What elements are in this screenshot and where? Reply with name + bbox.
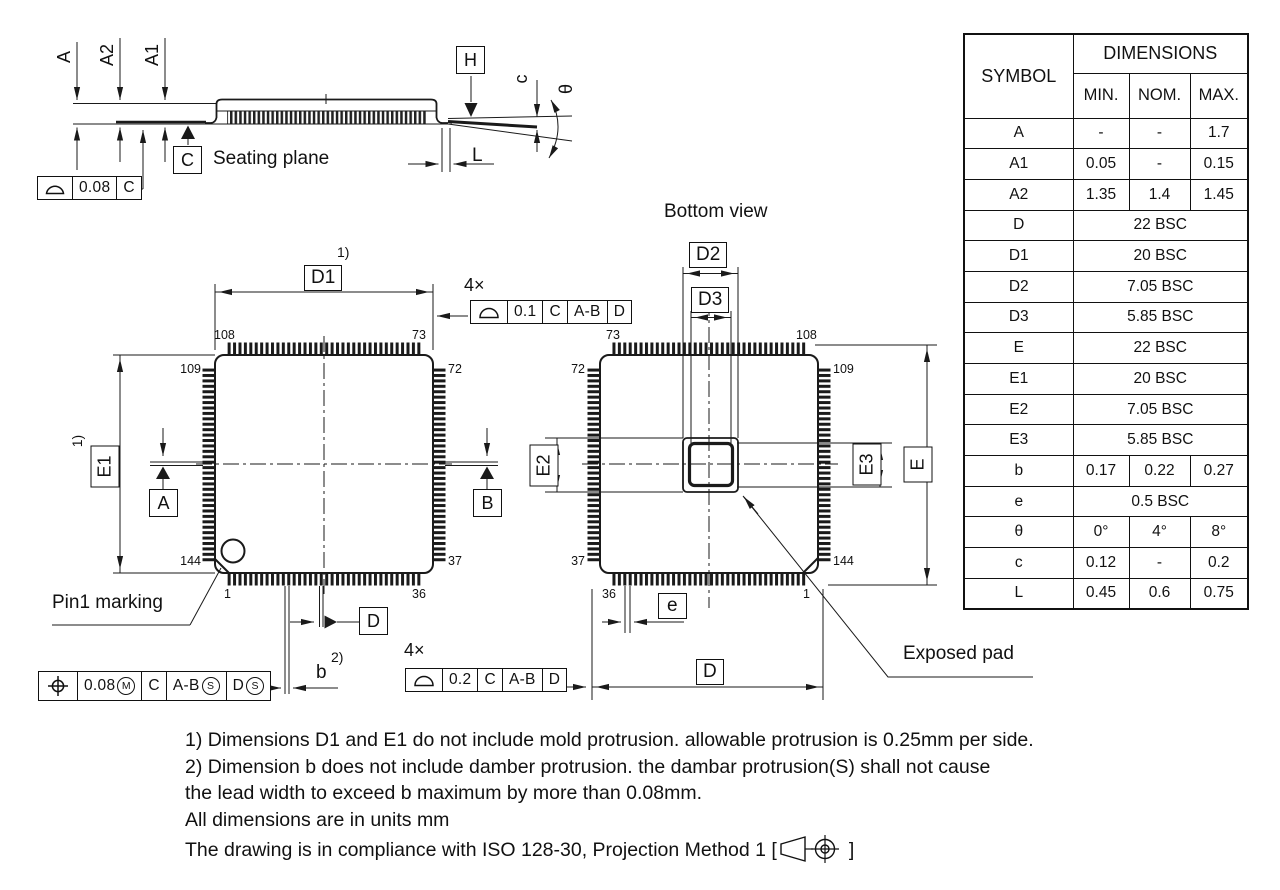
table-row (964, 394, 1248, 425)
dim-label-b: b (316, 662, 327, 683)
table-row (964, 578, 1248, 609)
datum-b-box: B (473, 489, 502, 517)
note-line-1: 1) Dimensions D1 and E1 do not include mold protrusion. allowable protrusion is 0.25mm per side. (185, 729, 1034, 751)
cell-span: 22 BSC (1073, 210, 1248, 241)
note-ref-d1: 1) (337, 244, 350, 260)
note-line-4: All dimensions are in units mm (185, 808, 450, 831)
pin-number: 37 (571, 554, 585, 568)
cell-symbol: D (964, 210, 1073, 241)
cell-max: 0.27 (1190, 456, 1248, 487)
pin-number: 37 (448, 554, 462, 568)
dim-box-e1: E1 (91, 446, 120, 488)
table-row (964, 548, 1248, 579)
cell-symbol: D1 (964, 241, 1073, 272)
fcf-tolerance: 0.2 (443, 669, 478, 691)
cell-max: 0.2 (1190, 548, 1248, 579)
profile-of-surface-icon (471, 301, 508, 323)
pin-number: 36 (412, 587, 426, 601)
cell-symbol: D2 (964, 271, 1073, 302)
fcf-datum-2-value: A-B (172, 677, 200, 694)
pin-number: 144 (833, 554, 854, 568)
table-row (964, 149, 1248, 180)
table-row (964, 302, 1248, 333)
cell-max: 0.15 (1190, 149, 1248, 180)
table-row (964, 241, 1248, 272)
table-row (964, 456, 1248, 487)
cell-span: 22 BSC (1073, 333, 1248, 364)
profile-of-surface-icon (38, 177, 73, 199)
fcf-datum-1: C (142, 672, 167, 700)
cell-nom: - (1129, 548, 1190, 579)
fcf-datum-2: A-B (503, 669, 543, 691)
fcf-datum-3: D (613, 303, 626, 320)
cell-symbol: c (964, 548, 1073, 579)
table-header-max: MAX. (1190, 73, 1248, 118)
top-view-linework (52, 284, 498, 694)
fcf-tolerance-value: 0.08 (84, 677, 116, 694)
cell-min: - (1073, 118, 1129, 149)
cell-symbol: E (964, 333, 1073, 364)
dim-box-d: D (696, 659, 724, 685)
cell-symbol: A1 (964, 149, 1073, 180)
cell-span: 0.5 BSC (1073, 486, 1248, 517)
note-line-5 (185, 833, 1034, 865)
cell-max: 0.75 (1190, 578, 1248, 609)
dim-box-e: E (904, 447, 933, 483)
dim-box-d2: D2 (689, 242, 727, 268)
cell-span: 20 BSC (1073, 364, 1248, 395)
fcf-datum-3-value: D (232, 677, 245, 694)
fcf-profile-top (470, 300, 632, 324)
table-row (964, 425, 1248, 456)
table-header-dimensions: DIMENSIONS (1073, 34, 1248, 73)
dim-box-e3: E3 (853, 444, 882, 486)
note-ref-e1: 1) (69, 434, 85, 448)
table-row (964, 210, 1248, 241)
position-icon (39, 672, 78, 700)
cell-nom: 0.6 (1129, 578, 1190, 609)
pin-number: 73 (412, 328, 426, 342)
pin-number: 108 (796, 328, 817, 342)
dimensions-table (963, 33, 1249, 610)
projection-method-icon (777, 839, 849, 861)
pin-number: 109 (833, 362, 854, 376)
pin-number: 36 (602, 587, 616, 601)
cell-symbol: E1 (964, 364, 1073, 395)
drawing-notes (185, 727, 1034, 865)
datum-d-box: D (359, 607, 388, 635)
cell-span: 5.85 BSC (1073, 302, 1248, 333)
cell-symbol: L (964, 578, 1073, 609)
cell-max: 1.7 (1190, 118, 1248, 149)
fcf-tolerance: 0.08 (73, 177, 117, 199)
pin-number: 1 (224, 587, 231, 601)
dim-box-e2: E2 (530, 445, 559, 487)
table-row (964, 179, 1248, 210)
fcf-datum-2 (167, 672, 227, 700)
fcf-datum-1: C (543, 301, 568, 323)
cell-symbol: E2 (964, 394, 1073, 425)
cell-symbol: b (964, 456, 1073, 487)
table-row (964, 364, 1248, 395)
note-line-2: 2) Dimension b does not include damber protrusion. the dambar protrusion(S) shall not cause (185, 755, 991, 778)
cell-symbol: A (964, 118, 1073, 149)
table-row (964, 486, 1248, 517)
dim-label-a2: A2 (96, 43, 117, 67)
fcf-datum-3 (227, 672, 271, 700)
cell-max: 1.45 (1190, 179, 1248, 210)
note-line-5-text: The drawing is in compliance with ISO 128-30, Projection Method 1 [ (185, 839, 777, 861)
modifier-m-icon: M (117, 677, 135, 695)
exposed-pad-label: Exposed pad (903, 643, 1014, 664)
cell-nom: - (1129, 149, 1190, 180)
table-row (964, 517, 1248, 548)
cell-nom: 0.22 (1129, 456, 1190, 487)
dim-label-a1: A1 (141, 43, 162, 67)
dim-label-theta: θ (555, 84, 576, 95)
pin-number: 72 (571, 362, 585, 376)
note-line-5-close: ] (848, 839, 855, 861)
table-row (964, 118, 1248, 149)
cell-symbol: D3 (964, 302, 1073, 333)
dim-box-pitch: e (658, 593, 687, 619)
fcf-tolerance: 0.1 (508, 301, 543, 323)
table-row (964, 333, 1248, 364)
dim-label-c: c (510, 74, 531, 84)
cell-min: 1.35 (1073, 179, 1129, 210)
cell-symbol: A2 (964, 179, 1073, 210)
fcf-count-top: 4× (464, 275, 485, 295)
fcf-datum-3: D (548, 671, 561, 688)
fcf-datum-2: A-B (568, 301, 608, 323)
datum-h-box: H (456, 46, 485, 74)
table-header-min: MIN. (1073, 73, 1129, 118)
cell-min: 0.45 (1073, 578, 1129, 609)
fcf-datum-1: C (478, 669, 503, 691)
fcf-profile-bottom (405, 668, 567, 692)
dim-box-d1: D1 (304, 265, 342, 291)
cell-symbol: E3 (964, 425, 1073, 456)
modifier-s-icon: S (202, 677, 220, 695)
cell-nom: 1.4 (1129, 179, 1190, 210)
dim-label-a: A (53, 51, 74, 64)
note-ref-b: 2) (331, 649, 344, 665)
profile-of-surface-icon (406, 669, 443, 691)
cell-span: 7.05 BSC (1073, 271, 1248, 302)
pin-number: 108 (214, 328, 235, 342)
cell-nom: 4° (1129, 517, 1190, 548)
cell-min: 0° (1073, 517, 1129, 548)
fcf-position (38, 671, 271, 701)
fcf-tolerance (78, 672, 142, 700)
datum-a-box: A (149, 489, 178, 517)
cell-nom: - (1129, 118, 1190, 149)
datum-c-box: C (173, 146, 202, 174)
pin-number: 109 (180, 362, 201, 376)
dim-label-l: L (472, 145, 483, 166)
table-header-symbol: SYMBOL (964, 34, 1073, 118)
table-row (964, 271, 1248, 302)
bottom-view-title: Bottom view (664, 201, 768, 222)
pin-number: 72 (448, 362, 462, 376)
modifier-s-icon: S (246, 677, 264, 695)
cell-span: 5.85 BSC (1073, 425, 1248, 456)
cell-min: 0.05 (1073, 149, 1129, 180)
dim-box-d3: D3 (691, 287, 729, 313)
cell-span: 20 BSC (1073, 241, 1248, 272)
pin-number: 73 (606, 328, 620, 342)
note-line-3: the lead width to exceed b maximum by more than 0.08mm. (185, 782, 702, 804)
cell-min: 0.12 (1073, 548, 1129, 579)
cell-symbol: θ (964, 517, 1073, 548)
cell-min: 0.17 (1073, 456, 1129, 487)
cell-max: 8° (1190, 517, 1248, 548)
fcf-count-bottom: 4× (404, 640, 425, 660)
pin-number: 144 (180, 554, 201, 568)
cell-symbol: e (964, 486, 1073, 517)
table-header-nom: NOM. (1129, 73, 1190, 118)
cell-span: 7.05 BSC (1073, 394, 1248, 425)
fcf-datum: C (123, 179, 135, 196)
pin1-marking-label: Pin1 marking (52, 592, 163, 613)
seating-plane-label: Seating plane (213, 148, 330, 169)
fcf-profile-seating (37, 176, 142, 200)
pin-number: 1 (803, 587, 810, 601)
